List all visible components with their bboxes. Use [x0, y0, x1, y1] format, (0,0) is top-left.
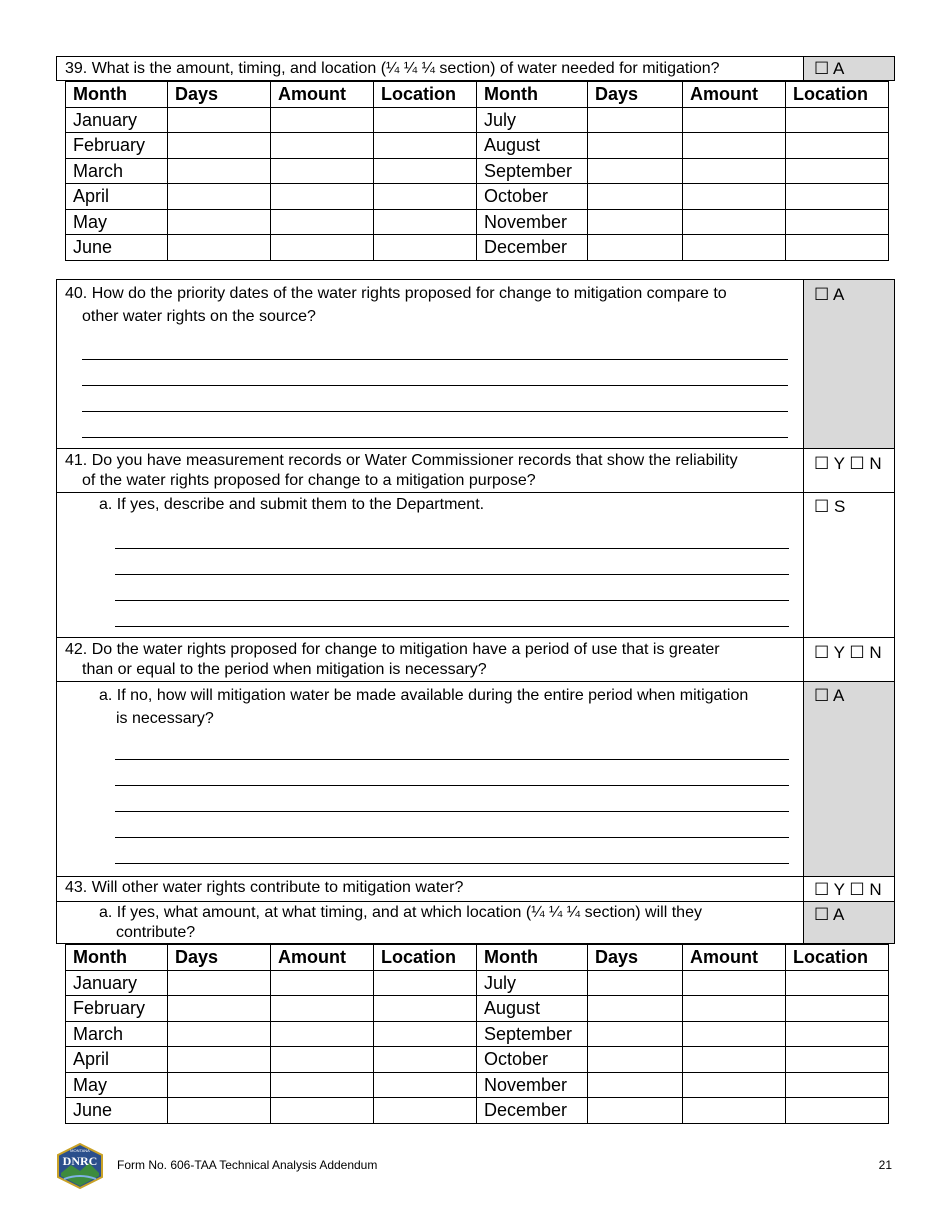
amount-input[interactable]: [271, 209, 374, 235]
table-row: [66, 1021, 889, 1047]
page-footer: [56, 1143, 895, 1191]
answer-line[interactable]: [115, 838, 789, 864]
location-input[interactable]: [786, 158, 889, 184]
mitigation-table-39: [65, 81, 889, 261]
location-input[interactable]: [374, 107, 477, 133]
days-input[interactable]: [168, 970, 271, 996]
month-cell: May: [66, 209, 168, 235]
question-42-text: 42. Do the water rights proposed for change to mitigation have a period of use that is greater: [65, 641, 720, 658]
location-input[interactable]: [786, 209, 889, 235]
month-cell: October: [477, 1047, 588, 1073]
col-header-amount: Amount: [683, 945, 786, 971]
amount-input[interactable]: [683, 1098, 786, 1124]
days-input[interactable]: [588, 1021, 683, 1047]
answer-lines-42a[interactable]: [65, 730, 797, 864]
location-input[interactable]: [374, 1047, 477, 1073]
location-input[interactable]: [786, 970, 889, 996]
question-43-text: 43. Will other water rights contribute to mitigation water?: [65, 879, 464, 896]
amount-input[interactable]: [271, 107, 374, 133]
answer-line[interactable]: [115, 734, 789, 760]
location-input[interactable]: [374, 184, 477, 210]
location-input[interactable]: [374, 235, 477, 261]
col-header-days: Days: [588, 945, 683, 971]
month-cell: April: [66, 1047, 168, 1073]
answer-line[interactable]: [115, 575, 789, 601]
table-row: [66, 235, 889, 261]
location-input[interactable]: [374, 158, 477, 184]
amount-input[interactable]: [271, 235, 374, 261]
days-input[interactable]: [168, 1098, 271, 1124]
amount-input[interactable]: [271, 996, 374, 1022]
table-row: [66, 1047, 889, 1073]
question-42a: [56, 681, 895, 877]
month-cell: July: [477, 970, 588, 996]
question-40-text: 40. How do the priority dates of the water rights proposed for change to mitigation compare to: [65, 285, 727, 302]
days-input[interactable]: [588, 970, 683, 996]
amount-input[interactable]: [683, 1072, 786, 1098]
question-41a-text: a. If yes, describe and submit them to the Department.: [99, 496, 485, 513]
month-cell: September: [477, 1021, 588, 1047]
table-row: [66, 1098, 889, 1124]
month-cell: May: [66, 1072, 168, 1098]
table-row: [66, 209, 889, 235]
answer-line[interactable]: [82, 412, 788, 438]
table-header-row: [66, 82, 889, 108]
table-row: [66, 996, 889, 1022]
question-43a: [56, 901, 895, 944]
days-input[interactable]: [588, 235, 683, 261]
days-input[interactable]: [588, 1072, 683, 1098]
days-input[interactable]: [168, 1021, 271, 1047]
location-input[interactable]: [786, 235, 889, 261]
location-input[interactable]: [374, 1021, 477, 1047]
month-cell: January: [66, 107, 168, 133]
amount-input[interactable]: [271, 133, 374, 159]
col-header-amount: Amount: [271, 945, 374, 971]
question-42a-text-cont: is necessary?: [116, 710, 214, 727]
amount-input[interactable]: [683, 107, 786, 133]
answer-lines-40[interactable]: [65, 328, 797, 438]
answer-lines-41a[interactable]: [65, 515, 797, 627]
amount-input[interactable]: [683, 1021, 786, 1047]
days-input[interactable]: [588, 133, 683, 159]
location-input[interactable]: [786, 133, 889, 159]
amount-input[interactable]: [271, 1021, 374, 1047]
answer-line[interactable]: [82, 334, 788, 360]
question-42-checkbox[interactable]: ☐ Y ☐ N: [803, 638, 894, 681]
amount-input[interactable]: [683, 996, 786, 1022]
amount-input[interactable]: [683, 1047, 786, 1073]
question-42-text-cont: than or equal to the period when mitigation is necessary?: [82, 661, 487, 678]
col-header-month: Month: [66, 82, 168, 108]
question-41a: [56, 492, 895, 638]
question-43a-checkbox[interactable]: ☐ A: [803, 902, 894, 943]
question-39-text: 39. What is the amount, timing, and location (¼ ¼ ¼ section) of water needed for mitigation?: [65, 60, 720, 77]
month-cell: June: [66, 1098, 168, 1124]
month-cell: July: [477, 107, 588, 133]
amount-input[interactable]: [683, 184, 786, 210]
question-39-checkbox[interactable]: ☐ A: [803, 57, 894, 80]
question-42a-checkbox[interactable]: ☐ A: [803, 682, 894, 876]
days-input[interactable]: [588, 107, 683, 133]
location-input[interactable]: [374, 1098, 477, 1124]
month-cell: February: [66, 133, 168, 159]
month-cell: March: [66, 158, 168, 184]
location-input[interactable]: [374, 1072, 477, 1098]
question-43: [56, 876, 895, 902]
month-cell: June: [66, 235, 168, 261]
location-input[interactable]: [374, 133, 477, 159]
col-header-location: Location: [786, 82, 889, 108]
location-input[interactable]: [786, 184, 889, 210]
days-input[interactable]: [168, 1072, 271, 1098]
col-header-location: Location: [374, 945, 477, 971]
col-header-month: Month: [66, 945, 168, 971]
days-input[interactable]: [588, 1047, 683, 1073]
amount-input[interactable]: [271, 1098, 374, 1124]
month-cell: November: [477, 209, 588, 235]
answer-line[interactable]: [115, 601, 789, 627]
col-header-amount: Amount: [683, 82, 786, 108]
location-input[interactable]: [786, 1098, 889, 1124]
question-41-text: 41. Do you have measurement records or Water Commissioner records that show the reliability: [65, 452, 738, 469]
days-input[interactable]: [168, 107, 271, 133]
svg-text:MONTANA: MONTANA: [70, 1148, 90, 1153]
table-row: [66, 133, 889, 159]
days-input[interactable]: [168, 133, 271, 159]
amount-input[interactable]: [683, 209, 786, 235]
location-input[interactable]: [786, 1072, 889, 1098]
question-42a-text: a. If no, how will mitigation water be made available during the entire period when mitigation: [99, 687, 749, 704]
dnrc-logo: [56, 1143, 104, 1189]
days-input[interactable]: [588, 184, 683, 210]
month-cell: December: [477, 235, 588, 261]
question-42: [56, 637, 895, 682]
amount-input[interactable]: [683, 133, 786, 159]
days-input[interactable]: [588, 209, 683, 235]
amount-input[interactable]: [271, 970, 374, 996]
question-43-checkbox[interactable]: ☐ Y ☐ N: [803, 877, 894, 901]
days-input[interactable]: [168, 996, 271, 1022]
col-header-location: Location: [786, 945, 889, 971]
question-43a-text-cont: contribute?: [116, 924, 196, 941]
month-cell: August: [477, 996, 588, 1022]
question-40-checkbox[interactable]: ☐ A: [803, 280, 894, 448]
location-input[interactable]: [786, 1021, 889, 1047]
answer-line[interactable]: [115, 812, 789, 838]
question-41a-checkbox[interactable]: ☐ S: [803, 493, 894, 637]
table-row: [66, 970, 889, 996]
days-input[interactable]: [168, 1047, 271, 1073]
question-41-checkbox[interactable]: ☐ Y ☐ N: [803, 449, 894, 492]
days-input[interactable]: [168, 235, 271, 261]
days-input[interactable]: [168, 209, 271, 235]
question-41-text-cont: of the water rights proposed for change to a mitigation purpose?: [82, 472, 536, 489]
question-43a-text: a. If yes, what amount, at what timing, and at which location (¼ ¼ ¼ section) will they: [99, 904, 702, 921]
mitigation-table-43: [65, 944, 889, 1124]
svg-text:DNRC: DNRC: [62, 1154, 98, 1168]
col-header-month: Month: [477, 82, 588, 108]
answer-line[interactable]: [115, 760, 789, 786]
location-input[interactable]: [374, 970, 477, 996]
question-39: [56, 56, 895, 81]
col-header-days: Days: [168, 945, 271, 971]
days-input[interactable]: [588, 996, 683, 1022]
table-row: [66, 1072, 889, 1098]
col-header-days: Days: [168, 82, 271, 108]
location-input[interactable]: [786, 1047, 889, 1073]
days-input[interactable]: [168, 158, 271, 184]
days-input[interactable]: [168, 184, 271, 210]
location-input[interactable]: [374, 996, 477, 1022]
month-cell: December: [477, 1098, 588, 1124]
month-cell: April: [66, 184, 168, 210]
location-input[interactable]: [374, 209, 477, 235]
form-number: Form No. 606-TAA Technical Analysis Addendum: [117, 1158, 378, 1172]
col-header-location: Location: [374, 82, 477, 108]
table-row: [66, 107, 889, 133]
col-header-days: Days: [588, 82, 683, 108]
answer-line[interactable]: [115, 549, 789, 575]
answer-line[interactable]: [82, 386, 788, 412]
month-cell: October: [477, 184, 588, 210]
question-40: [56, 279, 895, 449]
table-row: [66, 184, 889, 210]
table-header-row: [66, 945, 889, 971]
table-row: [66, 158, 889, 184]
month-cell: September: [477, 158, 588, 184]
answer-line[interactable]: [115, 523, 789, 549]
answer-line[interactable]: [82, 360, 788, 386]
amount-input[interactable]: [271, 158, 374, 184]
month-cell: January: [66, 970, 168, 996]
amount-input[interactable]: [683, 970, 786, 996]
page-number: 21: [878, 1158, 892, 1172]
question-40-text-cont: other water rights on the source?: [82, 308, 316, 325]
amount-input[interactable]: [271, 1047, 374, 1073]
location-input[interactable]: [786, 996, 889, 1022]
month-cell: February: [66, 996, 168, 1022]
month-cell: August: [477, 133, 588, 159]
amount-input[interactable]: [683, 235, 786, 261]
month-cell: November: [477, 1072, 588, 1098]
col-header-month: Month: [477, 945, 588, 971]
amount-input[interactable]: [271, 1072, 374, 1098]
amount-input[interactable]: [683, 158, 786, 184]
days-input[interactable]: [588, 1098, 683, 1124]
location-input[interactable]: [786, 107, 889, 133]
days-input[interactable]: [588, 158, 683, 184]
answer-line[interactable]: [115, 786, 789, 812]
question-41: [56, 448, 895, 493]
month-cell: March: [66, 1021, 168, 1047]
amount-input[interactable]: [271, 184, 374, 210]
col-header-amount: Amount: [271, 82, 374, 108]
